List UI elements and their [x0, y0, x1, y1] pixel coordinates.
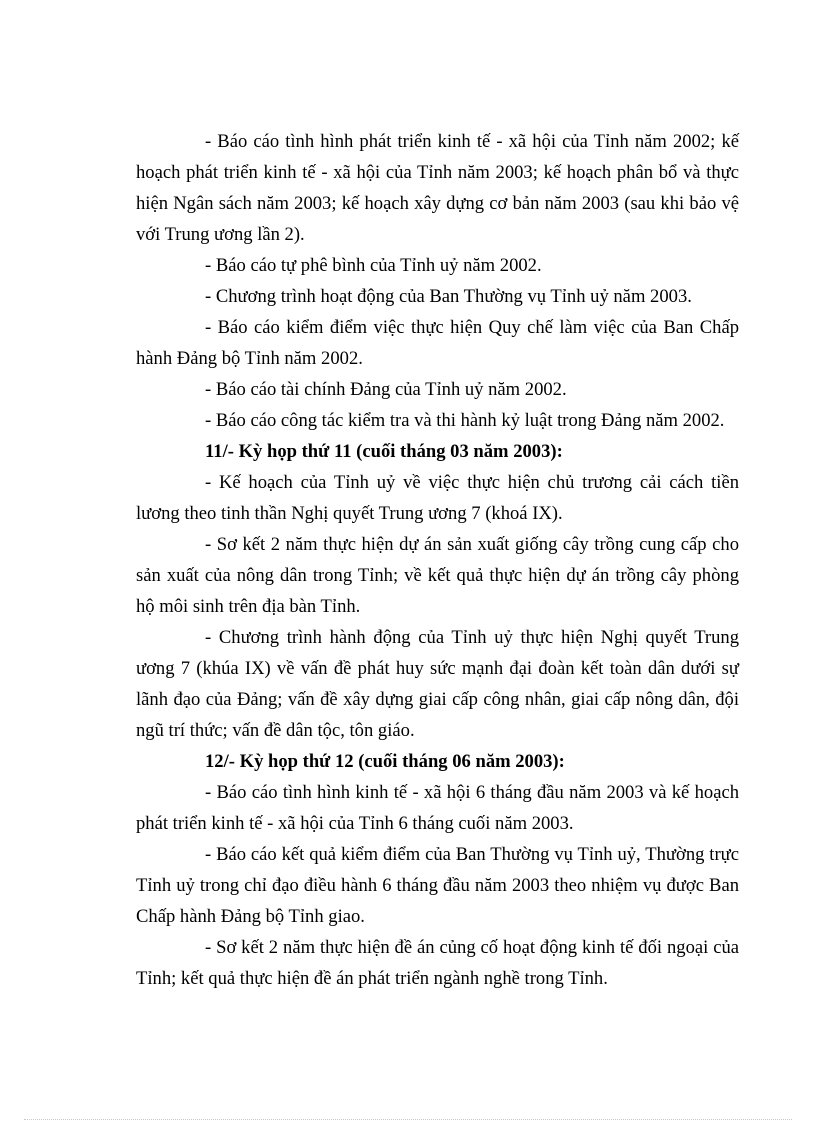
paragraph-chuong-trinh-hoat-dong: - Chương trình hoạt động của Ban Thường vụ Tỉnh uỷ năm 2003. [205, 286, 692, 307]
paragraph-tu-phe-binh: - Báo cáo tự phê bình của Tỉnh uỷ năm 2002. [205, 255, 542, 276]
paragraph-cai-cach-tien-luong: - Kế hoạch của Tỉnh uỷ về việc thực hiện chủ trương cải cách tiền lương theo tinh thần Nghị quyết Trung ương 7 (khoá IX). [136, 472, 739, 524]
paragraph-dai-doan-ket: - Chương trình hành động của Tỉnh uỷ thực hiện Nghị quyết Trung ương 7 (khúa IX) về vấn đề phát huy sức mạnh đại đoàn kết toàn dân dưới sự lãnh đạo của Đảng; vấn đề xây dựng giai cấp công nhân, giai cấp nông dân, đội ngũ trí thức; vấn đề dân tộc, tôn giáo. [136, 627, 739, 741]
paragraph-kinh-te-doi-ngoai: - Sơ kết 2 năm thực hiện đề án củng cố hoạt động kinh tế đối ngoại của Tỉnh; kết quả thực hiện đề án phát triển ngành nghề trong Tỉnh. [136, 937, 739, 989]
paragraph-kiem-tra-ky-luat: - Báo cáo công tác kiểm tra và thi hành kỷ luật trong Đảng năm 2002. [205, 410, 725, 431]
page-bottom-divider [24, 1119, 792, 1120]
paragraph-kiem-diem-quy-che: - Báo cáo kiểm điểm việc thực hiện Quy chế làm việc của Ban Chấp hành Đảng bộ Tỉnh năm 2002. [136, 317, 739, 369]
paragraph-tai-chinh-dang: - Báo cáo tài chính Đảng của Tỉnh uỷ năm 2002. [205, 379, 567, 400]
paragraph-giong-cay-trong: - Sơ kết 2 năm thực hiện dự án sản xuất giống cây trồng cung cấp cho sản xuất của nông dân trong Tỉnh; về kết quả thực hiện dự án trồng cây phòng hộ môi sinh trên địa bàn Tỉnh. [136, 534, 739, 617]
paragraph-kinh-te-6-thang: - Báo cáo tình hình kinh tế - xã hội 6 tháng đầu năm 2003 và kế hoạch phát triển kinh tế - xã hội của Tỉnh 6 tháng cuối năm 2003. [136, 782, 739, 834]
paragraph-kiem-diem-ban-thuong-vu: - Báo cáo kết quả kiểm điểm của Ban Thường vụ Tỉnh uỷ, Thường trực Tỉnh uỷ trong chỉ đạo điều hành 6 tháng đầu năm 2003 theo nhiệm vụ được Ban Chấp hành Đảng bộ Tỉnh giao. [136, 844, 739, 927]
section-heading-ky-hop-12: 12/- Kỳ họp thứ 12 (cuối tháng 06 năm 2003): [205, 751, 565, 772]
document-body [136, 126, 739, 994]
section-heading-ky-hop-11: 11/- Kỳ họp thứ 11 (cuối tháng 03 năm 2003): [205, 441, 563, 462]
paragraph-bao-cao-kinh-te: - Báo cáo tình hình phát triển kinh tế - xã hội của Tỉnh năm 2002; kế hoạch phát triển kinh tế - xã hội của Tỉnh năm 2003; kế hoạch phân bổ và thực hiện Ngân sách năm 2003; kế hoạch xây dựng cơ bản năm 2003 (sau khi bảo vệ với Trung ương lần 2). [136, 131, 739, 245]
